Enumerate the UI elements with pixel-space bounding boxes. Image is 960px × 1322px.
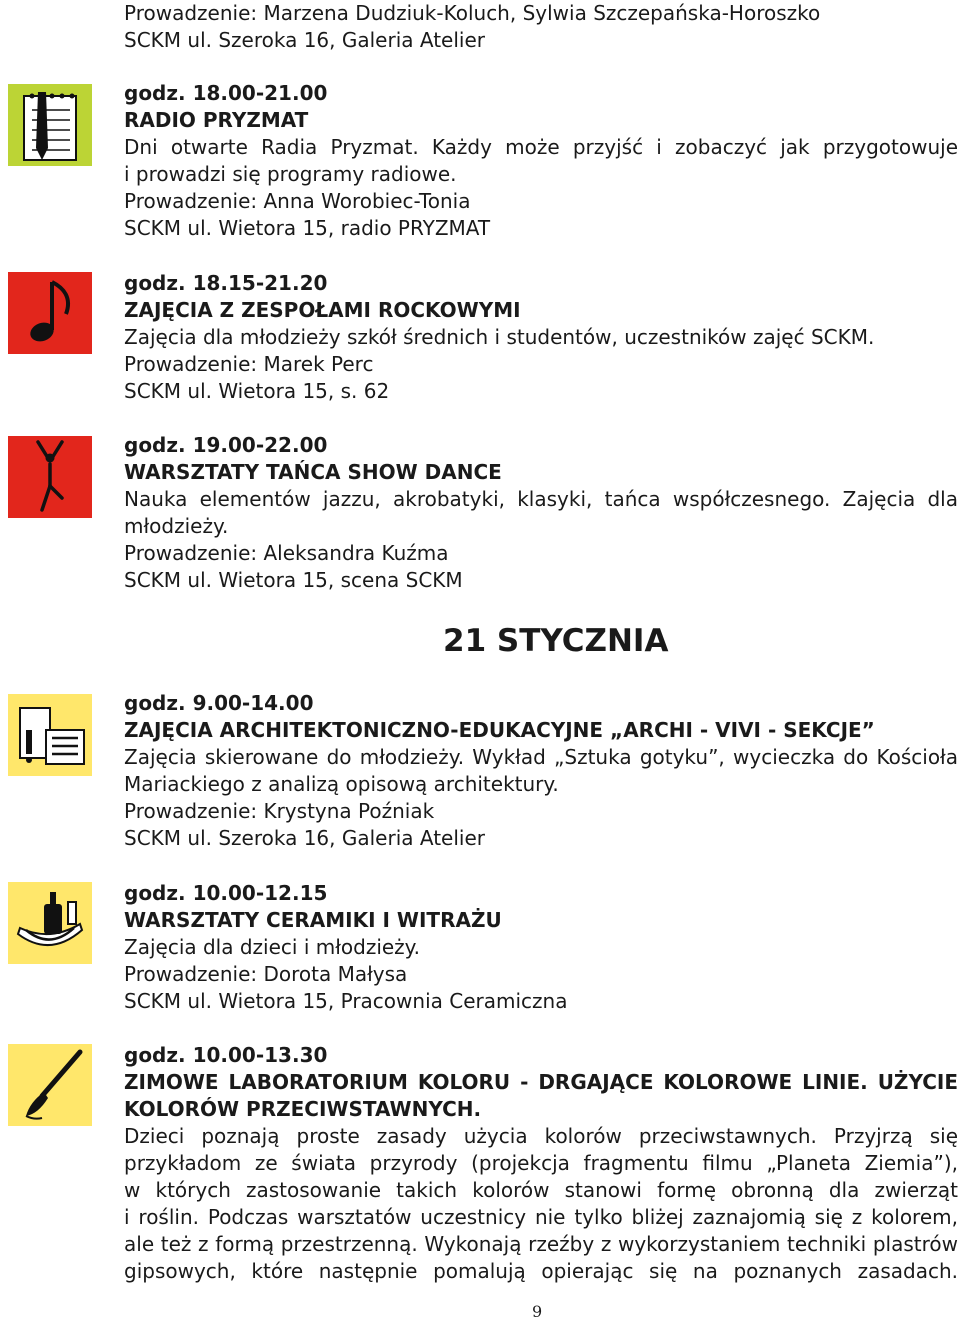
event-description: Mariackiego z analizą opisową architektury. [124, 772, 559, 796]
event-place: SCKM ul. Wietora 15, Pracownia Ceramiczna [124, 989, 568, 1013]
event-title: ZAJĘCIA ARCHITEKTONICZNO-EDUKACYJNE „ARCHI - VIVI - SEKCJE” [124, 718, 875, 742]
event-description: Zajęcia skierowane do młodzieży. Wykład „Sztuka gotyku”, wycieczka do Kościoła [124, 745, 958, 769]
event-description: przykładom ze świata przyrody (projekcja fragmentu filmu „Planeta Ziemia”), [124, 1151, 958, 1175]
event-time: godz. 18.00-21.00 [124, 81, 328, 105]
event-description: gipsowych, które następnie pomalują opierając się na poznanych zasadach. [124, 1259, 958, 1283]
event-time: godz. 9.00-14.00 [124, 691, 314, 715]
event-title: ZIMOWE LABORATORIUM KOLORU - DRGAJĄCE KOLOROWE LINIE. UŻYCIE [124, 1070, 958, 1094]
paintbrush-icon [8, 1044, 92, 1126]
event-description: Nauka elementów jazzu, akrobatyki, klasyki, tańca współczesnego. Zajęcia dla [124, 487, 958, 511]
event-description: Zajęcia dla młodzieży szkół średnich i studentów, uczestników zajęć SCKM. [124, 325, 875, 349]
event-time: godz. 18.15-21.20 [124, 271, 328, 295]
architecture-drawing-icon [8, 694, 92, 776]
event-description: i prowadzi się programy radiowe. [124, 162, 457, 186]
event-lead: Prowadzenie: Anna Worobiec-Tonia [124, 189, 471, 213]
page-number: 9 [532, 1302, 543, 1321]
event-lead: Prowadzenie: Aleksandra Kuźma [124, 541, 449, 565]
event-description: Dni otwarte Radia Pryzmat. Każdy może przyjść i zobaczyć jak przygotowuje [124, 135, 958, 159]
event-description: i roślin. Podczas warsztatów uczestnicy nie tylko bliżej zaznajomią się z kolorem, [124, 1205, 958, 1229]
event-title: WARSZTATY CERAMIKI I WITRAŻU [124, 908, 502, 932]
event-title: WARSZTATY TAŃCA SHOW DANCE [124, 460, 502, 484]
event-time: godz. 19.00-22.00 [124, 433, 328, 457]
event-title: ZAJĘCIA Z ZESPOŁAMI ROCKOWYMI [124, 298, 521, 322]
event-description: ale też z formą przestrzenną. Wykonają rzeźby z wykorzystaniem techniki plastrów [124, 1232, 958, 1256]
intro-place: SCKM ul. Szeroka 16, Galeria Atelier [124, 28, 485, 52]
ceramics-icon [8, 882, 92, 964]
event-place: SCKM ul. Szeroka 16, Galeria Atelier [124, 826, 485, 850]
event-place: SCKM ul. Wietora 15, radio PRYZMAT [124, 216, 491, 240]
event-description: Dzieci poznają proste zasady użycia kolorów przeciwstawnych. Przyjrzą się [124, 1124, 958, 1148]
date-heading: 21 STYCZNIA [443, 623, 669, 659]
event-title: RADIO PRYZMAT [124, 108, 309, 132]
event-lead: Prowadzenie: Dorota Małysa [124, 962, 408, 986]
dancer-icon [8, 436, 92, 518]
event-time: godz. 10.00-13.30 [124, 1043, 328, 1067]
music-note-icon [8, 272, 92, 354]
intro-lead: Prowadzenie: Marzena Dudziuk-Koluch, Sylwia Szczepańska-Horoszko [124, 1, 821, 25]
event-time: godz. 10.00-12.15 [124, 881, 328, 905]
event-lead: Prowadzenie: Marek Perc [124, 352, 374, 376]
event-title: KOLORÓW PRZECIWSTAWNYCH. [124, 1097, 482, 1121]
notepad-pen-icon [8, 84, 92, 166]
event-place: SCKM ul. Wietora 15, s. 62 [124, 379, 390, 403]
event-place: SCKM ul. Wietora 15, scena SCKM [124, 568, 463, 592]
event-description: młodzieży. [124, 514, 229, 538]
event-lead: Prowadzenie: Krystyna Poźniak [124, 799, 435, 823]
event-description: Zajęcia dla dzieci i młodzieży. [124, 935, 421, 959]
event-description: w których zastosowanie takich kolorów stanowi formę obronną dla zwierząt [124, 1178, 958, 1202]
